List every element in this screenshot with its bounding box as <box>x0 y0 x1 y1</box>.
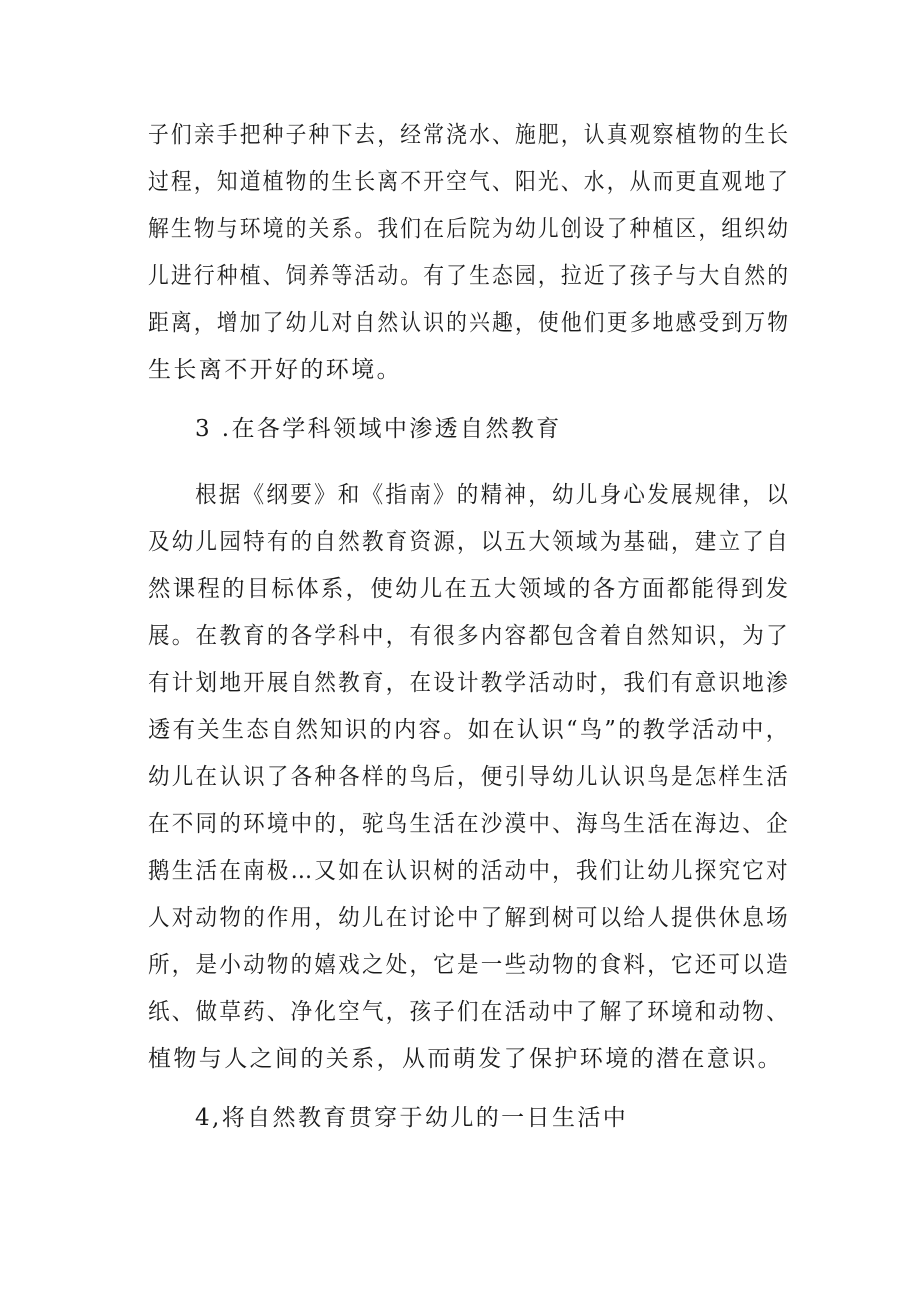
paragraph-line: 生长离不开好的环境。 <box>148 357 402 383</box>
paragraph-line: 纸、做草药、净化空气，孩子们在活动中了解了环境和动物、 <box>148 999 790 1025</box>
paragraph-line: 子们亲手把种子种下去，经常浇水、施肥，认真观察植物的生长 <box>148 122 791 148</box>
paragraph-line: 过程，知道植物的生长离不开空气、阳光、水，从而更直观地了 <box>148 169 791 195</box>
paragraph-line: 距离，增加了幼儿对自然认识的兴趣，使他们更多地感受到万物 <box>148 310 791 336</box>
section-heading-4: 4,将自然教育贯穿于幼儿的一日生活中 <box>195 1105 629 1131</box>
paragraph-line: 然课程的目标体系，使幼儿在五大领域的各方面都能得到发 <box>148 576 791 602</box>
paragraph-line: 幼儿在认识了各种各样的鸟后，便引导幼儿认识鸟是怎样生活 <box>148 764 790 790</box>
paragraph-line: 透有关生态自然知识的内容。如在认识“鸟”的教学活动中， <box>148 717 791 743</box>
paragraph-line: 及幼儿园特有的自然教育资源，以五大领域为基础，建立了自 <box>148 529 790 555</box>
paragraph-line: 根据《纲要》和《指南》的精神，幼儿身心发展规律，以 <box>195 482 790 508</box>
paragraph-line: 在不同的环境中的，驼鸟生活在沙漠中、海鸟生活在海边、企 <box>148 811 790 837</box>
paragraph-line: 有计划地开展自然教育，在设计教学活动时，我们有意识地渗 <box>148 670 790 696</box>
paragraph-line: 解生物与环境的关系。我们在后院为幼儿创设了种植区，组织幼 <box>148 216 791 242</box>
paragraph-line: 植物与人之间的关系，从而萌发了保护环境的潜在意识。 <box>148 1046 783 1072</box>
section-heading-3: 3 .在各学科领域中渗透自然教育 <box>195 416 562 442</box>
paragraph-line: 鹅生活在南极…又如在认识树的活动中，我们让幼儿探究它对 <box>148 858 790 884</box>
paragraph-line: 所，是小动物的嬉戏之处，它是一些动物的食料，它还可以造 <box>148 952 790 978</box>
paragraph-line: 儿进行种植、饲养等活动。有了生态园，拉近了孩子与大自然的 <box>148 263 791 289</box>
paragraph-line: 人对动物的作用，幼儿在讨论中了解到树可以给人提供休息场 <box>148 905 790 931</box>
paragraph-line: 展。在教育的各学科中，有很多内容都包含着自然知识，为了 <box>148 623 790 649</box>
